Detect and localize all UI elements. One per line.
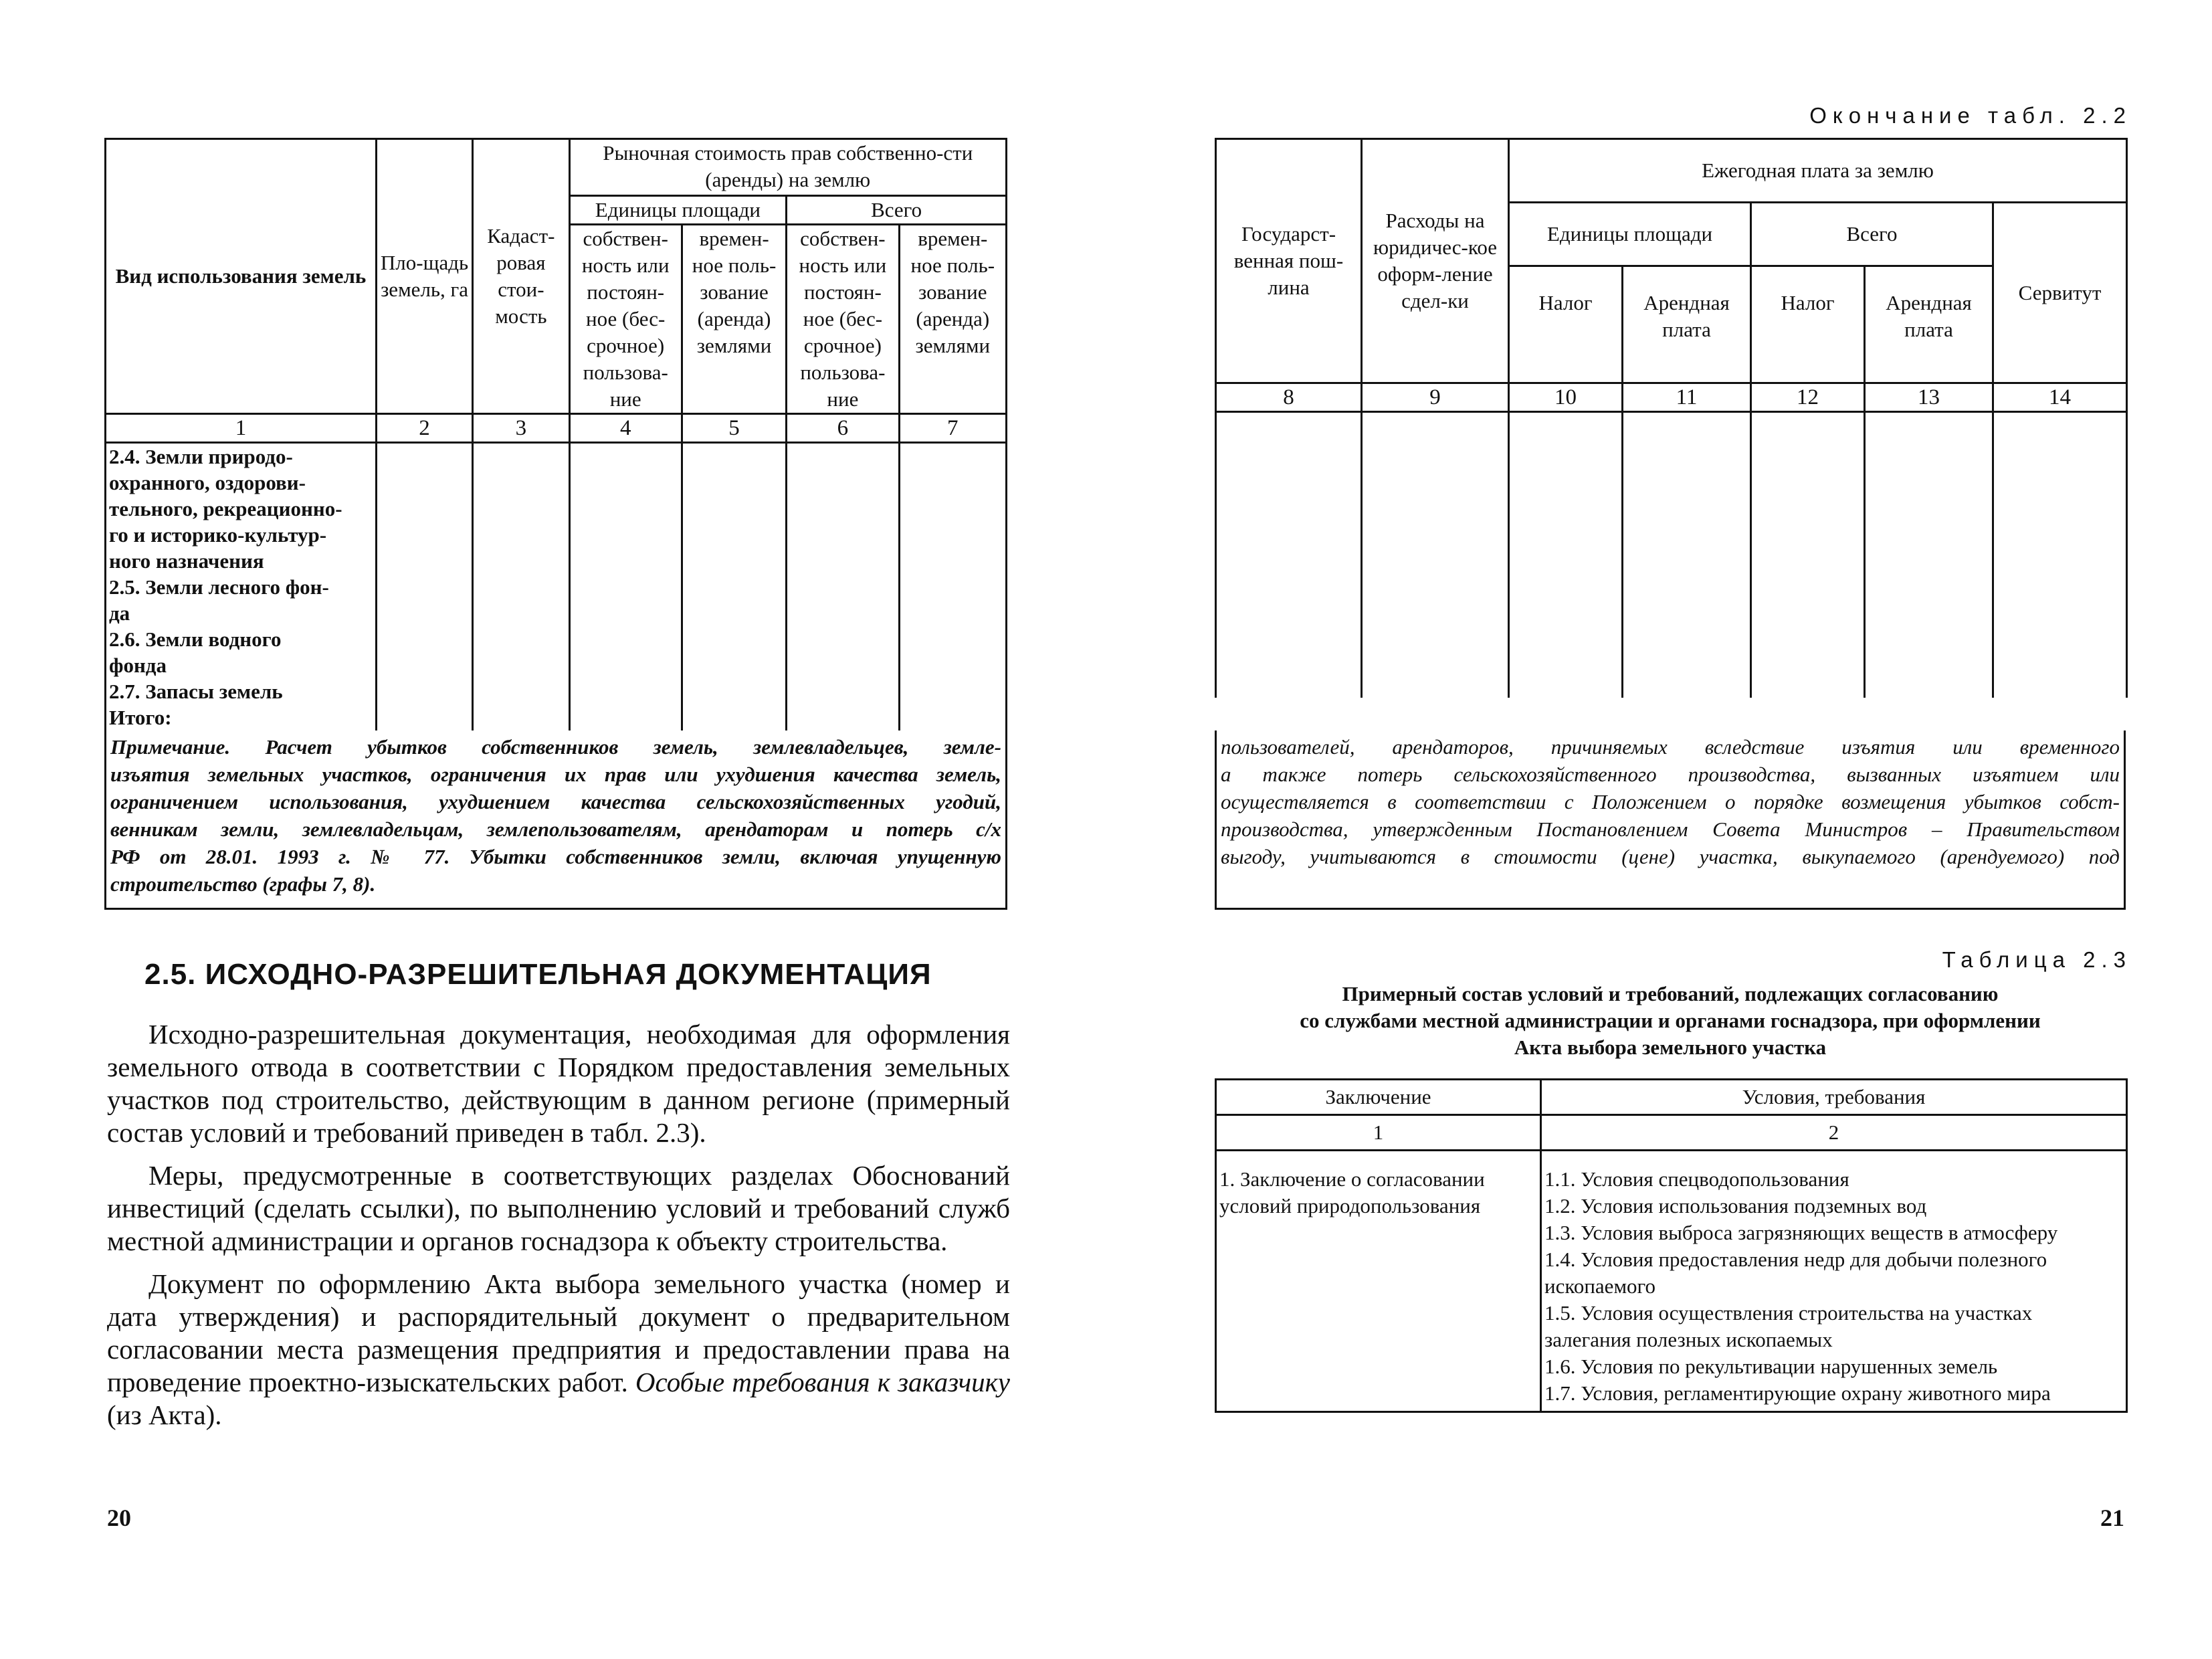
note-line: РФ от 28.01. 1993 г. № 77. Убытки собственников земли, включая упущенную — [110, 845, 1001, 868]
table-continuation-caption: Окончание табл. 2.2 — [1809, 103, 2132, 128]
empty-cell — [1623, 412, 1751, 698]
note-line: изъятия земельных участков, ограничения их прав или ухудшения качества земель, — [110, 763, 1001, 786]
condition-item: 1.6. Условия по рекультивации нарушенных земель — [1544, 1355, 1998, 1378]
empty-cell — [1993, 412, 2127, 698]
note-line: ограничением использования, ухудшением качества сельскохозяйственных угодий, — [110, 790, 1001, 813]
header-total: Всего — [1751, 203, 1993, 266]
conclusion-cell: 1. Заключение о согласовании условий природопользования — [1216, 1151, 1541, 1412]
empty-cell — [1362, 412, 1509, 698]
column-number: 13 — [1865, 383, 1993, 412]
note-line: а также потерь сельскохозяйственного производства, вызванных изъятием или — [1221, 763, 2120, 786]
column-number: 11 — [1623, 383, 1751, 412]
land-use-line: тельного, рекреационно- — [109, 497, 342, 520]
table-2-3-title — [1215, 981, 2126, 1061]
header-annual-payment: Ежегодная плата за землю — [1509, 139, 2127, 203]
paragraph — [107, 1268, 1010, 1432]
total-label: Итого: — [109, 706, 172, 729]
title-line: со службами местной администрации и органами госнадзора, при оформлении — [1300, 1009, 2041, 1032]
header-total: Всего — [787, 196, 1007, 225]
column-number: 7 — [899, 414, 1006, 443]
header-rent: Арендная плата — [1865, 266, 1993, 383]
empty-cell — [787, 443, 899, 731]
header-servitude: Сервитут — [1993, 203, 2127, 383]
empty-cell — [682, 443, 786, 731]
empty-cell — [1751, 412, 1865, 698]
column-number: 1 — [1216, 1115, 1541, 1151]
column-number: 4 — [569, 414, 682, 443]
note-line: строительство (графы 7, 8). — [110, 872, 376, 896]
header-land-use: Вид использования земель — [106, 139, 377, 414]
title-line: Акта выбора земельного участка — [1514, 1036, 1827, 1059]
empty-cell — [473, 443, 569, 731]
section-heading: 2.5. ИСХОДНО-РАЗРЕШИТЕЛЬНАЯ ДОКУМЕНТАЦИЯ — [144, 958, 932, 991]
column-number: 9 — [1362, 383, 1509, 412]
header-conditions: Условия, требования — [1541, 1080, 2127, 1115]
header-area: Пло-щадь земель, га — [376, 139, 472, 414]
header-market-value: Рыночная стоимость прав собственно-сти (аренды) на землю — [569, 139, 1006, 196]
note-right — [1215, 730, 2126, 910]
empty-cell — [1865, 412, 1993, 698]
header-per-unit: Единицы площади — [1509, 203, 1751, 266]
header-temporary-unit: времен-ное поль-зование (аренда) землями — [682, 225, 786, 414]
column-number: 8 — [1216, 383, 1362, 412]
paragraph: Исходно-разрешительная документация, необходимая для оформления земельного отвода в соответствии с Порядком предоставления земельных участков под строительство, действующим в данном регионе (примерный состав условий и требований приведен в табл. 2.3). — [107, 1019, 1010, 1148]
note-line: осуществляется в соответствии с Положением о порядке возмещения убытков собст- — [1221, 790, 2120, 813]
land-use-line: 2.6. Земли водного — [109, 627, 282, 651]
note-left — [104, 730, 1007, 910]
header-temporary-total: времен-ное поль-зование (аренда) землями — [899, 225, 1006, 414]
paragraph-text: (из Акта). — [107, 1399, 222, 1430]
column-number: 14 — [1993, 383, 2127, 412]
condition-item: 1.2. Условия использования подземных вод — [1544, 1194, 1927, 1217]
land-use-line: да — [109, 601, 130, 625]
note-line: производства, утвержденным Постановлением Совета Министров – Правительством — [1221, 817, 2120, 841]
paragraph: Меры, предусмотренные в соответствующих разделах Обоснований инвестиций (сделать ссылки), по выполнению условий и требований служб местной администрации и органов госнадзора к объекту строительства. — [107, 1160, 1010, 1256]
header-tax: Налог — [1509, 266, 1623, 383]
column-number: 3 — [473, 414, 569, 443]
header-rent: Арендная плата — [1623, 266, 1751, 383]
empty-cell — [569, 443, 682, 731]
land-use-line: 2.7. Запасы земель — [109, 680, 283, 703]
column-number: 6 — [787, 414, 899, 443]
condition-item: 1.4. Условия предоставления недр для добычи полезного ископаемого — [1544, 1248, 2047, 1298]
land-use-line: ного назначения — [109, 549, 264, 573]
note-line: Примечание. Расчет убытков собственников земель, землевладельцев, земле- — [110, 735, 1001, 759]
empty-cell — [899, 443, 1006, 731]
empty-cell — [1509, 412, 1623, 698]
column-number: 2 — [1541, 1115, 2127, 1151]
land-use-line: охранного, оздорови- — [109, 471, 306, 494]
land-use-line: 2.5. Земли лесного фон- — [109, 575, 329, 599]
condition-item: 1.5. Условия осуществления строительства на участках залегания полезных ископаемых — [1544, 1301, 2033, 1351]
table-2-2-right — [1215, 138, 2128, 698]
header-duty: Государст-венная пош-лина — [1216, 139, 1362, 383]
table-2-3-caption: Таблица 2.3 — [1942, 947, 2132, 972]
header-expenses: Расходы на юридичес-кое оформ-ление сдел-ки — [1362, 139, 1509, 383]
land-use-list — [106, 443, 377, 731]
condition-item: 1.7. Условия, регламентирующие охрану животного мира — [1544, 1381, 2051, 1405]
page-number-right: 21 — [2100, 1504, 2124, 1531]
paragraph-text: Документ по оформлению Акта выбора земельного участка (номер и дата утверждения) и распорядительный документ о предварительном согласовании места размещения предприятия и предоставлении права на проведение проектно-изыскательских работ. — [107, 1268, 1010, 1397]
page-number-left: 20 — [107, 1504, 131, 1531]
note-line: венникам земли, землевладельцам, землепользователям, арендаторам и потерь с/х — [110, 817, 1001, 841]
condition-item: 1.3. Условия выброса загрязняющих веществ в атмосферу — [1544, 1221, 2058, 1244]
column-number: 1 — [106, 414, 377, 443]
header-per-unit: Единицы площади — [569, 196, 787, 225]
header-ownership-total: собствен-ность или постоян-ное (бес-срочное) пользова-ние — [787, 225, 899, 414]
column-number: 10 — [1509, 383, 1623, 412]
land-use-line: го и историко-культур- — [109, 523, 327, 547]
column-number: 5 — [682, 414, 786, 443]
table-2-3 — [1215, 1078, 2128, 1413]
empty-cell — [1216, 412, 1362, 698]
header-ownership-unit: собствен-ность или постоян-ное (бес-срочное) пользова-ние — [569, 225, 682, 414]
column-number: 2 — [376, 414, 472, 443]
header-tax: Налог — [1751, 266, 1865, 383]
land-use-line: 2.4. Земли природо- — [109, 445, 293, 468]
header-cadastral: Кадаст-ровая стои-мость — [473, 139, 569, 414]
note-line: пользователей, арендаторов, причиняемых вследствие изъятия или временного — [1221, 735, 2120, 759]
empty-cell — [376, 443, 472, 731]
header-conclusion: Заключение — [1216, 1080, 1541, 1115]
land-use-line: фонда — [109, 654, 167, 677]
condition-item: 1.1. Условия спецводопользования — [1544, 1167, 1849, 1191]
table-2-2-left — [104, 138, 1007, 730]
column-number: 12 — [1751, 383, 1865, 412]
conditions-cell — [1541, 1151, 2127, 1412]
title-line: Примерный состав условий и требований, подлежащих согласованию — [1342, 982, 1999, 1005]
body-text — [107, 1018, 1010, 1442]
note-line: выгоду, учитываются в стоимости (цене) участка, выкупаемого (арендуемого) под — [1221, 845, 2120, 868]
paragraph-emphasis: Особые требования к заказчику — [635, 1367, 1011, 1397]
